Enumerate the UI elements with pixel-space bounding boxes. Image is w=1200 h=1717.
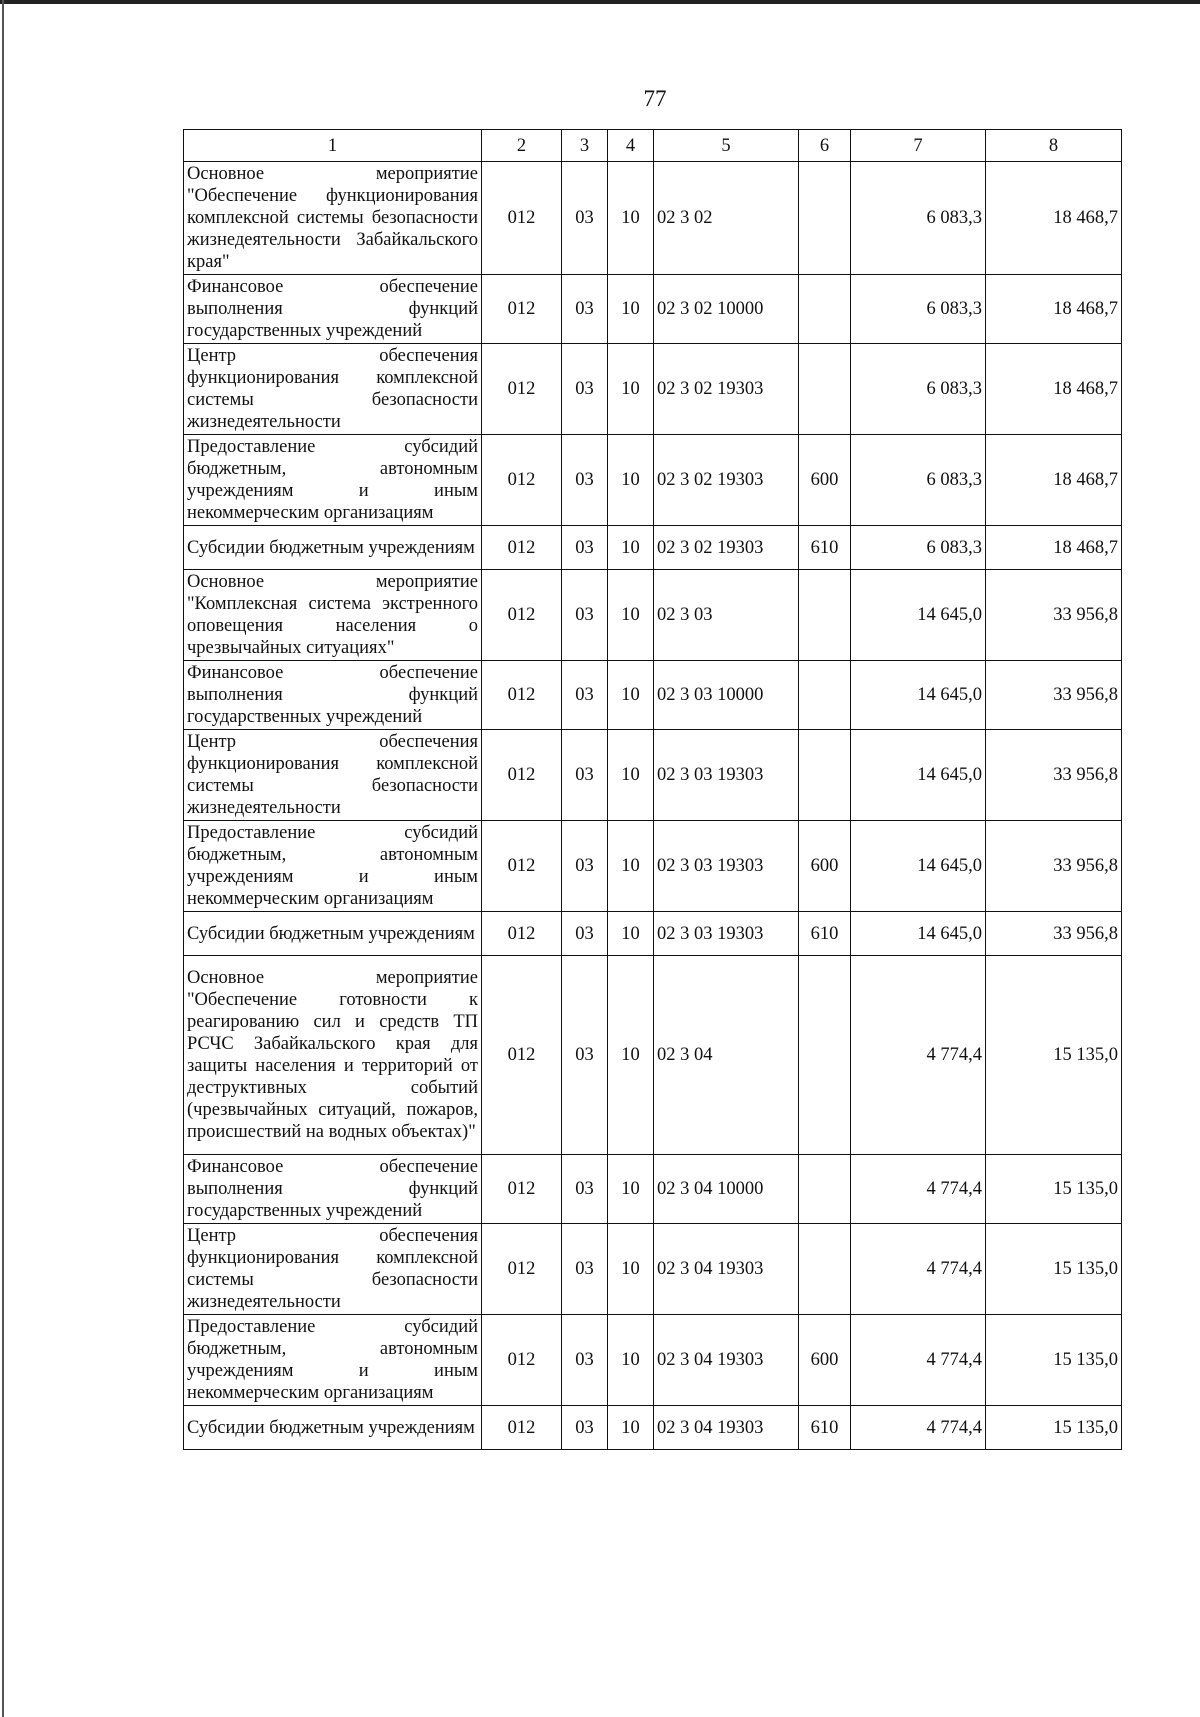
amount-col8-cell: 15 135,0 bbox=[986, 1406, 1122, 1450]
code-section-cell: 03 bbox=[562, 435, 608, 526]
code-section-cell: 03 bbox=[562, 661, 608, 730]
code-admin-cell: 012 bbox=[482, 162, 562, 275]
amount-col7-cell: 14 645,0 bbox=[851, 912, 986, 956]
code-expense-type-cell: 610 bbox=[799, 912, 851, 956]
table-row bbox=[184, 162, 1122, 275]
amount-col7-cell: 6 083,3 bbox=[851, 344, 986, 435]
code-expense-type-cell bbox=[799, 1224, 851, 1315]
amount-col7-cell: 4 774,4 bbox=[851, 1406, 986, 1450]
column-header: 6 bbox=[799, 130, 851, 162]
code-target-article-cell: 02 3 02 bbox=[654, 162, 799, 275]
code-section-cell: 03 bbox=[562, 1406, 608, 1450]
code-expense-type-cell bbox=[799, 661, 851, 730]
code-admin-cell: 012 bbox=[482, 1315, 562, 1406]
code-section-cell: 03 bbox=[562, 570, 608, 661]
row-name-cell: Финансовое обеспечение выполнения функций государственных учреждений bbox=[184, 275, 482, 344]
row-name-cell: Предоставление субсидий бюджетным, автономным учреждениям и иным некоммерческим организациям bbox=[184, 435, 482, 526]
amount-col7-cell: 6 083,3 bbox=[851, 275, 986, 344]
table-body bbox=[184, 162, 1122, 1450]
code-section-cell: 03 bbox=[562, 912, 608, 956]
amount-col7-cell: 6 083,3 bbox=[851, 435, 986, 526]
code-expense-type-cell bbox=[799, 344, 851, 435]
code-target-article-cell: 02 3 03 19303 bbox=[654, 730, 799, 821]
table-row bbox=[184, 730, 1122, 821]
code-admin-cell: 012 bbox=[482, 275, 562, 344]
code-admin-cell: 012 bbox=[482, 344, 562, 435]
table-row bbox=[184, 1315, 1122, 1406]
table-row bbox=[184, 661, 1122, 730]
code-expense-type-cell: 610 bbox=[799, 526, 851, 570]
code-admin-cell: 012 bbox=[482, 435, 562, 526]
amount-col7-cell: 4 774,4 bbox=[851, 956, 986, 1155]
column-header: 4 bbox=[608, 130, 654, 162]
code-section-cell: 03 bbox=[562, 1155, 608, 1224]
code-expense-type-cell bbox=[799, 1155, 851, 1224]
code-subsection-cell: 10 bbox=[608, 570, 654, 661]
amount-col8-cell: 18 468,7 bbox=[986, 162, 1122, 275]
code-subsection-cell: 10 bbox=[608, 912, 654, 956]
code-admin-cell: 012 bbox=[482, 821, 562, 912]
table-row bbox=[184, 1224, 1122, 1315]
table-row bbox=[184, 956, 1122, 1155]
code-expense-type-cell: 600 bbox=[799, 821, 851, 912]
code-expense-type-cell bbox=[799, 956, 851, 1155]
code-section-cell: 03 bbox=[562, 730, 608, 821]
code-admin-cell: 012 bbox=[482, 661, 562, 730]
page-number: 77 bbox=[643, 86, 667, 111]
code-target-article-cell: 02 3 03 bbox=[654, 570, 799, 661]
amount-col8-cell: 33 956,8 bbox=[986, 661, 1122, 730]
code-subsection-cell: 10 bbox=[608, 162, 654, 275]
code-subsection-cell: 10 bbox=[608, 275, 654, 344]
code-subsection-cell: 10 bbox=[608, 661, 654, 730]
code-expense-type-cell bbox=[799, 730, 851, 821]
amount-col8-cell: 18 468,7 bbox=[986, 344, 1122, 435]
table-row bbox=[184, 570, 1122, 661]
amount-col8-cell: 15 135,0 bbox=[986, 1315, 1122, 1406]
code-subsection-cell: 10 bbox=[608, 344, 654, 435]
code-subsection-cell: 10 bbox=[608, 435, 654, 526]
code-section-cell: 03 bbox=[562, 821, 608, 912]
column-header: 1 bbox=[184, 130, 482, 162]
amount-col7-cell: 4 774,4 bbox=[851, 1224, 986, 1315]
row-name-cell: Субсидии бюджетным учреждениям bbox=[184, 912, 482, 956]
code-admin-cell: 012 bbox=[482, 912, 562, 956]
code-target-article-cell: 02 3 03 19303 bbox=[654, 912, 799, 956]
code-admin-cell: 012 bbox=[482, 526, 562, 570]
table-row bbox=[184, 821, 1122, 912]
column-header: 8 bbox=[986, 130, 1122, 162]
table-row bbox=[184, 344, 1122, 435]
amount-col8-cell: 15 135,0 bbox=[986, 956, 1122, 1155]
code-section-cell: 03 bbox=[562, 1224, 608, 1315]
code-target-article-cell: 02 3 04 19303 bbox=[654, 1406, 799, 1450]
row-name-cell: Субсидии бюджетным учреждениям bbox=[184, 526, 482, 570]
code-section-cell: 03 bbox=[562, 275, 608, 344]
row-name-cell: Основное мероприятие "Обеспечение готовности к реагированию сил и средств ТП РСЧС Забайкальского края для защиты населения и территорий от деструктивных событий (чрезвычайных ситуаций, пожаров, происшествий на водных объектах)" bbox=[184, 956, 482, 1155]
amount-col7-cell: 14 645,0 bbox=[851, 570, 986, 661]
amount-col7-cell: 14 645,0 bbox=[851, 730, 986, 821]
code-subsection-cell: 10 bbox=[608, 730, 654, 821]
code-admin-cell: 012 bbox=[482, 570, 562, 661]
code-expense-type-cell bbox=[799, 162, 851, 275]
code-target-article-cell: 02 3 04 bbox=[654, 956, 799, 1155]
table-row bbox=[184, 1155, 1122, 1224]
code-subsection-cell: 10 bbox=[608, 1406, 654, 1450]
code-section-cell: 03 bbox=[562, 162, 608, 275]
amount-col8-cell: 18 468,7 bbox=[986, 275, 1122, 344]
table-row bbox=[184, 526, 1122, 570]
code-expense-type-cell: 600 bbox=[799, 435, 851, 526]
code-section-cell: 03 bbox=[562, 956, 608, 1155]
code-subsection-cell: 10 bbox=[608, 526, 654, 570]
row-name-cell: Основное мероприятие "Комплексная система экстренного оповещения населения о чрезвычайных ситуациях" bbox=[184, 570, 482, 661]
code-target-article-cell: 02 3 02 10000 bbox=[654, 275, 799, 344]
scan-top-edge bbox=[0, 0, 1200, 4]
code-section-cell: 03 bbox=[562, 1315, 608, 1406]
code-target-article-cell: 02 3 02 19303 bbox=[654, 435, 799, 526]
amount-col7-cell: 4 774,4 bbox=[851, 1315, 986, 1406]
code-target-article-cell: 02 3 03 19303 bbox=[654, 821, 799, 912]
amount-col8-cell: 33 956,8 bbox=[986, 912, 1122, 956]
amount-col8-cell: 18 468,7 bbox=[986, 526, 1122, 570]
code-admin-cell: 012 bbox=[482, 1155, 562, 1224]
row-name-cell: Финансовое обеспечение выполнения функций государственных учреждений bbox=[184, 661, 482, 730]
budget-table bbox=[183, 129, 1122, 1450]
code-section-cell: 03 bbox=[562, 526, 608, 570]
code-admin-cell: 012 bbox=[482, 1406, 562, 1450]
scan-left-edge bbox=[2, 0, 4, 1717]
code-subsection-cell: 10 bbox=[608, 1155, 654, 1224]
amount-col8-cell: 33 956,8 bbox=[986, 730, 1122, 821]
amount-col7-cell: 6 083,3 bbox=[851, 162, 986, 275]
column-header: 2 bbox=[482, 130, 562, 162]
code-expense-type-cell bbox=[799, 275, 851, 344]
code-admin-cell: 012 bbox=[482, 730, 562, 821]
amount-col7-cell: 14 645,0 bbox=[851, 821, 986, 912]
amount-col7-cell: 4 774,4 bbox=[851, 1155, 986, 1224]
amount-col8-cell: 33 956,8 bbox=[986, 821, 1122, 912]
code-expense-type-cell bbox=[799, 570, 851, 661]
code-target-article-cell: 02 3 04 10000 bbox=[654, 1155, 799, 1224]
row-name-cell: Субсидии бюджетным учреждениям bbox=[184, 1406, 482, 1450]
amount-col8-cell: 15 135,0 bbox=[986, 1155, 1122, 1224]
row-name-cell: Основное мероприятие "Обеспечение функционирования комплексной системы безопасности жизнедеятельности Забайкальского края" bbox=[184, 162, 482, 275]
code-section-cell: 03 bbox=[562, 344, 608, 435]
row-name-cell: Предоставление субсидий бюджетным, автономным учреждениям и иным некоммерческим организациям bbox=[184, 821, 482, 912]
amount-col7-cell: 6 083,3 bbox=[851, 526, 986, 570]
code-subsection-cell: 10 bbox=[608, 1224, 654, 1315]
code-target-article-cell: 02 3 04 19303 bbox=[654, 1315, 799, 1406]
column-header: 5 bbox=[654, 130, 799, 162]
code-expense-type-cell: 610 bbox=[799, 1406, 851, 1450]
column-header: 3 bbox=[562, 130, 608, 162]
column-number-row bbox=[184, 130, 1122, 162]
row-name-cell: Центр обеспечения функционирования комплексной системы безопасности жизнедеятельности bbox=[184, 1224, 482, 1315]
row-name-cell: Финансовое обеспечение выполнения функций государственных учреждений bbox=[184, 1155, 482, 1224]
table-row bbox=[184, 1406, 1122, 1450]
row-name-cell: Центр обеспечения функционирования комплексной системы безопасности жизнедеятельности bbox=[184, 730, 482, 821]
column-header: 7 bbox=[851, 130, 986, 162]
row-name-cell: Предоставление субсидий бюджетным, автономным учреждениям и иным некоммерческим организациям bbox=[184, 1315, 482, 1406]
code-target-article-cell: 02 3 02 19303 bbox=[654, 526, 799, 570]
code-subsection-cell: 10 bbox=[608, 956, 654, 1155]
row-name-cell: Центр обеспечения функционирования комплексной системы безопасности жизнедеятельности bbox=[184, 344, 482, 435]
code-target-article-cell: 02 3 02 19303 bbox=[654, 344, 799, 435]
amount-col8-cell: 15 135,0 bbox=[986, 1224, 1122, 1315]
table-row bbox=[184, 275, 1122, 344]
table-row bbox=[184, 912, 1122, 956]
amount-col7-cell: 14 645,0 bbox=[851, 661, 986, 730]
code-admin-cell: 012 bbox=[482, 956, 562, 1155]
code-admin-cell: 012 bbox=[482, 1224, 562, 1315]
amount-col8-cell: 18 468,7 bbox=[986, 435, 1122, 526]
table-row bbox=[184, 435, 1122, 526]
code-target-article-cell: 02 3 04 19303 bbox=[654, 1224, 799, 1315]
code-subsection-cell: 10 bbox=[608, 1315, 654, 1406]
amount-col8-cell: 33 956,8 bbox=[986, 570, 1122, 661]
code-subsection-cell: 10 bbox=[608, 821, 654, 912]
code-expense-type-cell: 600 bbox=[799, 1315, 851, 1406]
code-target-article-cell: 02 3 03 10000 bbox=[654, 661, 799, 730]
